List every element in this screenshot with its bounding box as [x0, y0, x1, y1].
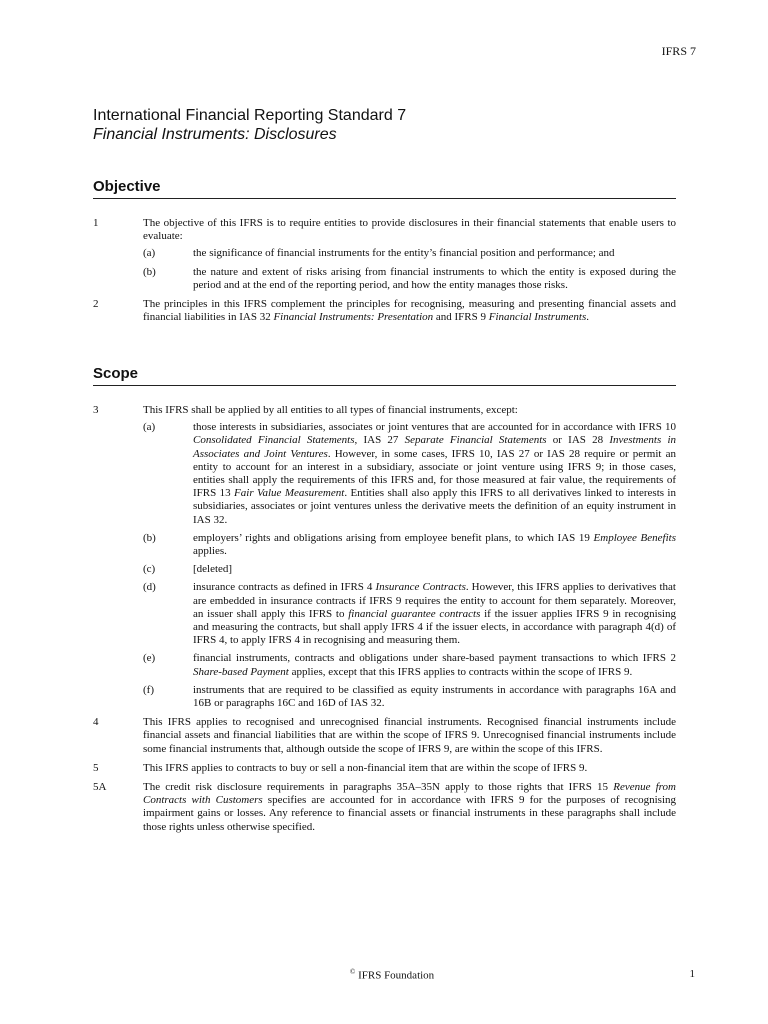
text-run: . Entities shall also apply this IFRS to all derivatives linked to interests in subsidiaries, associates or joint ventures unless the derivative meets the definition of an equity instrument in IAS 32. — [193, 487, 676, 526]
subparagraph-text: instruments that are required to be classified as equity instruments in accordance with paragraphs 16A and 16B or paragraphs 16C and 16D of IAS 32. — [193, 683, 676, 710]
scope-section — [93, 365, 676, 834]
text-run: specifies are accounted for in accordance with IFRS 9 for the purposes of recognising impairment gains or losses. Any reference to financial assets or financial instruments in these paragraphs shall include those rights unless otherwise specified. — [143, 794, 677, 833]
text-run: employers’ rights and obligations arising from employee benefit plans, to which IAS 19 — [193, 531, 594, 544]
subparagraph-text: [deleted] — [193, 563, 233, 576]
subparagraph-3e — [93, 652, 676, 678]
text-run: and IFRS 9 — [433, 311, 489, 324]
scope-heading: Scope — [93, 365, 676, 386]
subparagraph-1a — [93, 247, 676, 260]
text-run: insurance contracts as defined in IFRS 4 — [193, 581, 376, 594]
text-run: or IAS 28 — [546, 434, 610, 447]
text-run-italic: Revenue from Contracts with Customers — [143, 781, 676, 807]
text-run: financial instruments, contracts and obligations under share-based payment transactions to which IFRS 2 — [193, 652, 676, 665]
subparagraph-label: (e) — [143, 652, 156, 665]
subparagraph-text — [193, 532, 676, 558]
text-run-italic: Separate Financial Statements — [404, 434, 547, 447]
subparagraph-text — [193, 652, 676, 678]
subparagraph-3b — [93, 532, 676, 558]
subparagraph-text: the nature and extent of risks arising from financial instruments to which the entity is exposed during the period and at the end of the reporting period, and how the entity manages those risks. — [193, 265, 676, 291]
objective-section — [93, 178, 676, 324]
paragraph-number: 4 — [93, 716, 99, 729]
paragraph-text: This IFRS applies to recognised and unrecognised financial instruments. Recognised financial instruments include financial assets and financial liabilities that are within the scope of IFRS 9. Unrecognised financial instruments include some financial instruments that, although outside the scope of IFRS 9, are within the scope of this IFRS. — [143, 716, 676, 755]
subparagraph-3d — [93, 581, 676, 647]
subparagraph-label: (b) — [143, 265, 156, 278]
paragraph-3 — [93, 404, 676, 417]
objective-heading: Objective — [93, 178, 676, 199]
text-run-italic: Financial Instruments: Presentation — [273, 311, 434, 324]
text-run-italic: Investments in Associates and Joint Ventures — [193, 434, 677, 460]
text-run-italic: Share-based Payment — [193, 665, 289, 678]
page-number: 1 — [689, 968, 695, 980]
subparagraph-label: (a) — [143, 247, 156, 260]
text-run: applies, except that this IFRS applies to contracts within the scope of IFRS 9. — [288, 665, 633, 678]
paragraph-5a — [93, 781, 676, 834]
copyright-text: IFRS Foundation — [355, 969, 435, 982]
standard-subtitle: Financial Instruments: Disclosures — [93, 126, 337, 143]
subparagraph-label: (c) — [143, 563, 156, 576]
subparagraph-3c — [93, 563, 676, 576]
paragraph-text — [143, 298, 676, 324]
text-run: . However, in some cases, IFRS 10, IAS 27 or IAS 28 require or permit an entity to account for an interest in a subsidiary, associate or joint venture using IFRS 9; in those cases, entities shall apply the requirements of this IFRS and, for those measured at fair value, the requirements of IFRS 13 — [193, 447, 676, 500]
paragraph-number: 2 — [93, 298, 99, 311]
text-run-italic: Insurance Contracts — [375, 581, 466, 594]
text-run-italic: financial guarantee contracts — [348, 607, 481, 620]
subparagraph-text: the significance of financial instruments for the entity’s financial position and performance; and — [193, 247, 615, 260]
subparagraph-text — [193, 421, 676, 527]
paragraph-5 — [93, 762, 676, 775]
text-run: those interests in subsidiaries, associates or joint ventures that are accounted for in accordance with IFRS 10 — [193, 421, 676, 434]
text-run-italic: Consolidated Financial Statements — [193, 434, 355, 447]
text-run: if the issuer applies IFRS 9 in recognising and measuring the contracts, but shall apply IFRS 4 if the issuer elects, in accordance with paragraph 4(d) of IFRS 4, to apply IFRS 4 in recognising and measuring them. — [193, 607, 676, 647]
subparagraph-3f — [93, 684, 676, 710]
paragraph-text: This IFRS applies to contracts to buy or sell a non-financial item that are within the scope of IFRS 9. — [143, 761, 588, 774]
paragraph-text — [143, 781, 676, 834]
paragraph-text: The objective of this IFRS is to require entities to provide disclosures in their financial statements that enable users to evaluate: — [143, 217, 676, 243]
text-run-italic: Financial Instruments — [488, 311, 587, 324]
running-head: IFRS 7 — [661, 44, 696, 58]
paragraph-2 — [93, 298, 676, 324]
title-block — [93, 106, 406, 144]
subparagraph-text — [193, 581, 676, 647]
text-run: , IAS 27 — [354, 434, 405, 447]
copyright-notice — [350, 968, 434, 982]
subparagraph-3a — [93, 421, 676, 527]
subparagraph-1b — [93, 266, 676, 292]
subparagraph-label: (f) — [143, 683, 154, 696]
copyright-symbol: © — [350, 968, 356, 976]
standard-title: International Financial Reporting Standard 7 — [93, 107, 407, 124]
text-run: . — [586, 311, 589, 324]
paragraph-number: 1 — [93, 217, 99, 229]
paragraph-text: This IFRS shall be applied by all entities to all types of financial instruments, except: — [143, 404, 518, 416]
subparagraph-label: (d) — [143, 581, 156, 594]
paragraph-number: 5 — [93, 761, 99, 774]
text-run-italic: Fair Value Measurement — [234, 487, 345, 500]
text-run: applies. — [193, 545, 227, 558]
text-run: The principles in this IFRS complement the principles for recognising, measuring and presenting financial assets and financial liabilities in IAS 32 — [143, 298, 676, 324]
paragraph-4 — [93, 716, 676, 756]
subparagraph-label: (a) — [143, 421, 156, 434]
text-run-italic: Employee Benefits — [593, 531, 676, 544]
paragraph-number: 3 — [93, 404, 99, 416]
text-run: The credit risk disclosure requirements in paragraphs 35A–35N apply to those rights that IFRS 15 — [143, 781, 614, 794]
paragraph-1 — [93, 217, 676, 243]
paragraph-number: 5A — [93, 781, 107, 794]
text-run: . However, this IFRS applies to derivatives that are embedded in insurance contracts if IFRS 9 requires the entity to account for them separately. Moreover, an issuer shall apply this IFRS to — [193, 581, 676, 620]
subparagraph-label: (b) — [143, 531, 156, 544]
